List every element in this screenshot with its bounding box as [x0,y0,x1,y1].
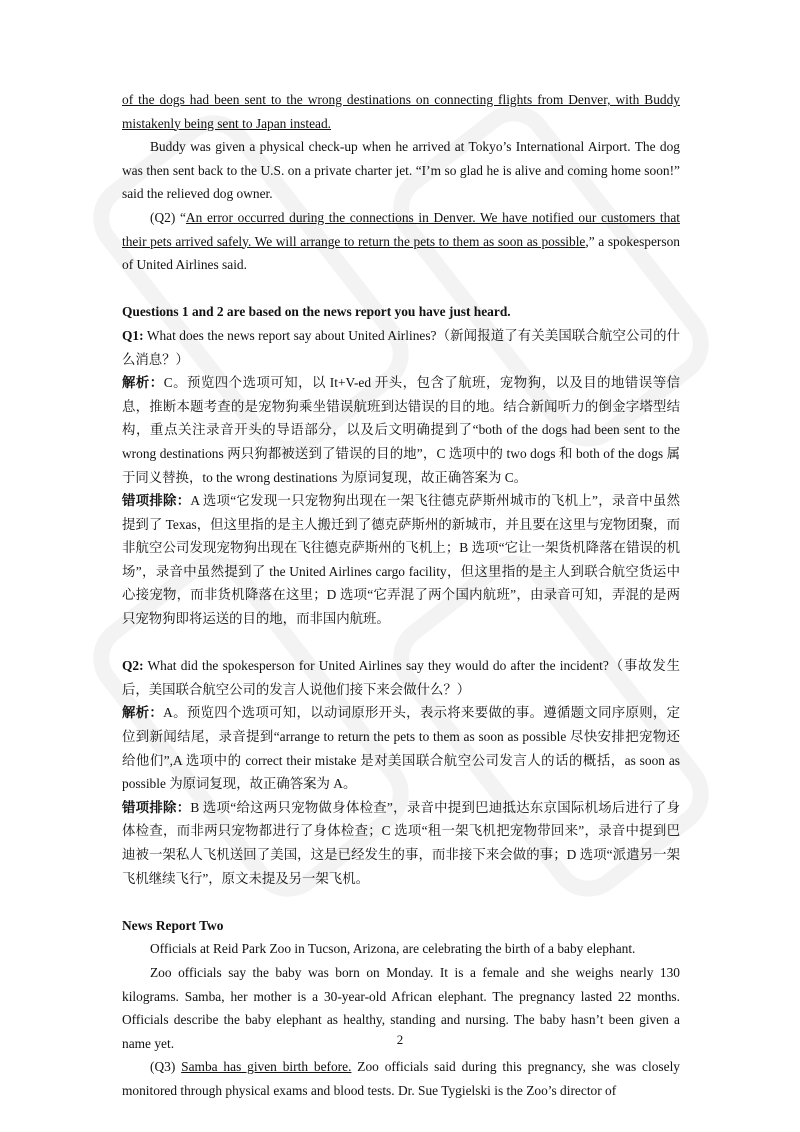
paragraph-buddy-checkup: Buddy was given a physical check-up when he arrived at Tokyo’s International Airport. The dog was then sent back to the U.S. on a private charter jet. “I’m so glad he is alive and coming home soon!” said the relieved dog owner. [122,139,680,202]
question-1: Q1: What does the news report say about United Airlines?（新闻报道了有关美国联合航空公司的什么消息？） [122,327,680,367]
news-report-two-heading: News Report Two [122,917,224,933]
paragraph-q2-quote: (Q2) “An error occurred during the connections in Denver. We have notified our customers that their pets arrived safely. We will arrange to return the pets to them as soon as possible,” a spokesperson of United Airlines said. [122,209,680,273]
document-page [122,88,680,1103]
q1-analysis: 解析：C。预览四个选项可知，以 It+V-ed 开头，包含了航班，宠物狗，以及目的地错误等信息，推断本题考查的是宠物狗乘坐错误航班到达错误的目的地。结合新闻听力的倒金字塔型结构，重点关注录音开头的导语部分，以及后文明确提到了“both of the dogs had been sent to the wrong destinations 两只狗都被送到了错误的目的地”，C 选项中的 two dogs 和 both of the dogs 属于同义替换，to the wrong destinations 为原词复现，故正确答案为 C。 [122,375,681,485]
underlined-text: of the dogs had been sent to the wrong destinations on connecting flights from Denver, with Buddy mistakenly being sent to Japan instead. [122,92,680,131]
question-2: Q2: What did the spokesperson for United Airlines say they would do after the incident?（事故发生后，美国联合航空公司的发言人说他们接下来会做什么？） [122,658,680,697]
q2-elimination: 错项排除：B 选项“给这两只宠物做身体检查”，录音中提到巴迪抵达东京国际机场后进行了身体检查，而非两只宠物都进行了身体检查；C 选项“租一架飞机把宠物带回来”，录音中提到巴迪被一架私人飞机送回了美国，这是已经发生的事，而非接下来会做的事；D 选项“派遣另一架飞机继续飞行”，原文未提及另一架飞机。 [122,799,680,886]
underlined-text: An error occurred during the connections in Denver. We have notified our customers that their pets arrived safely. We will arrange to return the pets to them as soon as possible [122,209,680,249]
underlined-text: Samba has given birth before. [181,1059,352,1075]
q2-analysis: 解析：A。预览四个选项可知，以动词原形开头，表示将来要做的事。遵循题文同序原则，定位到新闻结尾，录音提到“arrange to return the pets to them as soon as possible 尽快安排把宠物还给他们”,A 选项中的 correct their mistake 是对美国联合航空公司发言人的话的概括，as soon as possible 为原词复现，故正确答案为 A。 [122,705,680,792]
news2-paragraph-3: (Q3) Samba has given birth before. Zoo officials said during this pregnancy, she was closely monitored through physical exams and blood tests. Dr. Sue Tygielski is the Zoo’s director of [122,1059,680,1098]
q1-elimination: 错项排除：A 选项“它发现一只宠物狗出现在一架飞往德克萨斯州城市的飞机上”，录音中虽然提到了 Texas，但这里指的是主人搬迁到了德克萨斯州的新城市，并且要在这里与宠物团聚，而非航空公司发现宠物狗出现在飞往德克萨斯州的飞机上；B 选项“它让一架货机降落在错误的机场”，录音中虽然提到了 the United Airlines cargo facility，但这里指的是主人到联合航空货运中心接宠物，而非货机降落在这里；D 选项“它弄混了两个国内航班”，由录音可知，弄混的是两只宠物狗即将运送的目的地，而非国内航班。 [122,493,680,627]
questions-heading: Questions 1 and 2 are based on the news report you have just heard. [122,304,511,320]
page-number: 2 [396,1032,404,1047]
paragraph-continuation [122,88,680,135]
news2-paragraph-1: Officials at Reid Park Zoo in Tucson, Arizona, are celebrating the birth of a baby elephant. [150,941,636,957]
news2-paragraph-2: Zoo officials say the baby was born on Monday. It is a female and she weighs nearly 130 kilograms. Samba, her mother is a 30-year-old African elephant. The pregnancy lasted 22 months. Officials describe the baby elephant as healthy, standing and nursing. The baby hasn’t been given a name yet. [122,964,680,1051]
